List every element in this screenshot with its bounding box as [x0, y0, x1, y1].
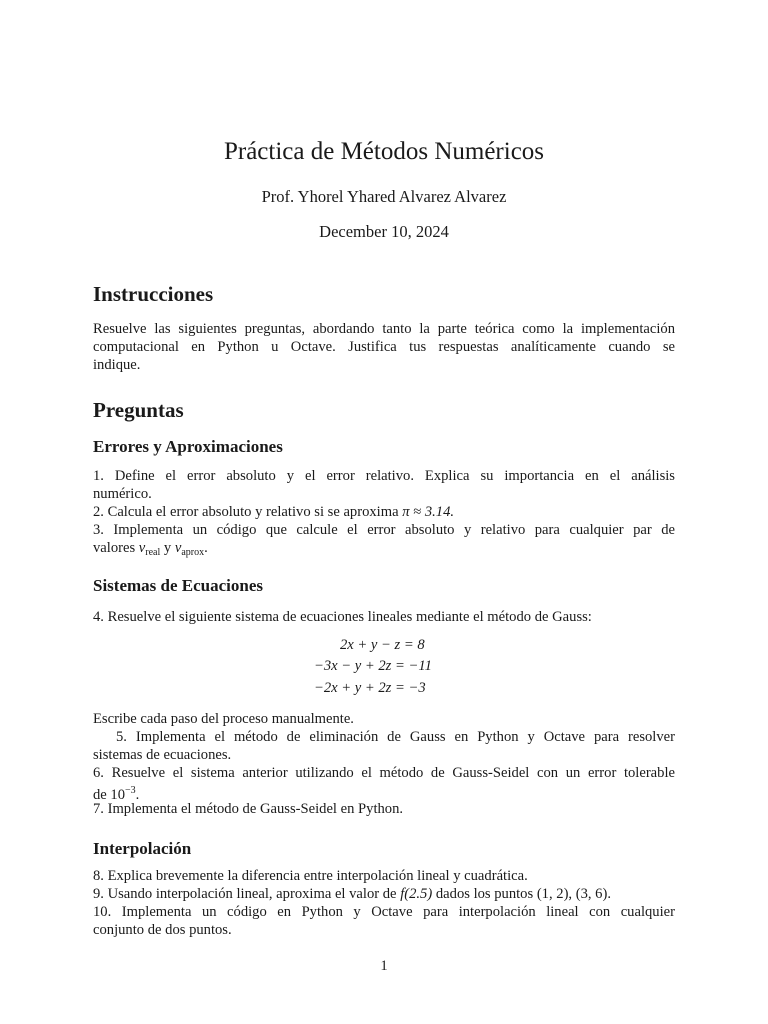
page-number: 1	[380, 958, 388, 974]
section-heading-instrucciones: Instrucciones	[93, 282, 214, 306]
subsection-heading-interpolacion: Interpolación	[93, 839, 192, 858]
instrucciones-line-1: Resuelve las siguientes preguntas, abordando tanto la parte teórica como la implementación	[93, 321, 675, 337]
question-5-line-1: 5. Implementa el método de eliminación de Gauss en Python y Octave para resolver	[116, 729, 675, 745]
question-5-line-2: sistemas de ecuaciones.	[93, 747, 232, 763]
question-4: 4. Resuelve el siguiente sistema de ecuaciones lineales mediante el método de Gauss:	[93, 609, 592, 625]
equation-1	[340, 637, 425, 654]
equation-2	[314, 658, 432, 675]
document-title: Práctica de Métodos Numéricos	[223, 138, 545, 165]
question-3-mid: y	[160, 540, 175, 556]
question-2-math: π ≈ 3.14.	[402, 504, 455, 520]
question-6-end: .	[135, 787, 140, 803]
question-3-end: .	[204, 540, 208, 556]
v-real-symbol: v	[138, 540, 146, 556]
question-6-line-1: 6. Resuelve el sistema anterior utilizando el método de Gauss-Seidel con un error tolerable	[93, 765, 675, 781]
question-9-points: (1, 2), (3, 6).	[536, 886, 611, 902]
question-9	[93, 885, 675, 903]
question-6-exponent: −3	[125, 785, 136, 796]
question-3-prefix: valores	[93, 540, 139, 556]
v-real-subscript: real	[145, 547, 161, 558]
subsection-heading-sistemas: Sistemas de Ecuaciones	[93, 576, 263, 595]
equation-2-text: −3x − y + 2z = −11	[314, 658, 432, 674]
question-8: 8. Explica brevemente la diferencia entre interpolación lineal y cuadrática.	[93, 868, 528, 884]
question-1-line-2: numérico.	[93, 486, 152, 502]
question-9-prefix: 9. Usando interpolación lineal, aproxima el valor de	[93, 886, 401, 902]
document-date: December 10, 2024	[319, 222, 449, 241]
question-9-function: f(2.5)	[400, 886, 433, 902]
question-6-prefix: de 10	[93, 787, 126, 803]
equation-3	[314, 680, 426, 697]
subsection-heading-errores: Errores y Aproximaciones	[93, 437, 283, 456]
question-2	[93, 503, 675, 521]
v-aprox-subscript: aprox	[181, 547, 205, 558]
question-10-line-2: conjunto de dos puntos.	[93, 922, 232, 938]
question-9-mid: dados los puntos	[432, 886, 537, 902]
after-equations-text: Escribe cada paso del proceso manualmente.	[93, 711, 354, 727]
v-aprox-symbol: v	[174, 540, 182, 556]
instrucciones-line-2: computacional en Python u Octave. Justifica tus respuestas analíticamente cuando se	[93, 339, 675, 355]
document-author: Prof. Yhorel Yhared Alvarez Alvarez	[261, 187, 507, 206]
section-heading-preguntas: Preguntas	[93, 398, 184, 422]
question-3-line-2	[93, 539, 675, 562]
question-7: 7. Implementa el método de Gauss-Seidel en Python.	[93, 801, 404, 817]
question-1-line-1: 1. Define el error absoluto y el error relativo. Explica su importancia en el análisis	[93, 468, 675, 484]
question-10-line-1: 10. Implementa un código en Python y Octave para interpolación lineal con cualquier	[93, 904, 675, 920]
question-2-text: 2. Calcula el error absoluto y relativo si se aproxima	[93, 504, 403, 520]
instrucciones-line-3: indique.	[93, 357, 141, 373]
question-3-line-1: 3. Implementa un código que calcule el error absoluto y relativo para cualquier par de	[93, 522, 675, 538]
equation-1-text: 2x + y − z = 8	[340, 637, 425, 653]
equation-3-text: −2x + y + 2z = −3	[314, 680, 426, 696]
